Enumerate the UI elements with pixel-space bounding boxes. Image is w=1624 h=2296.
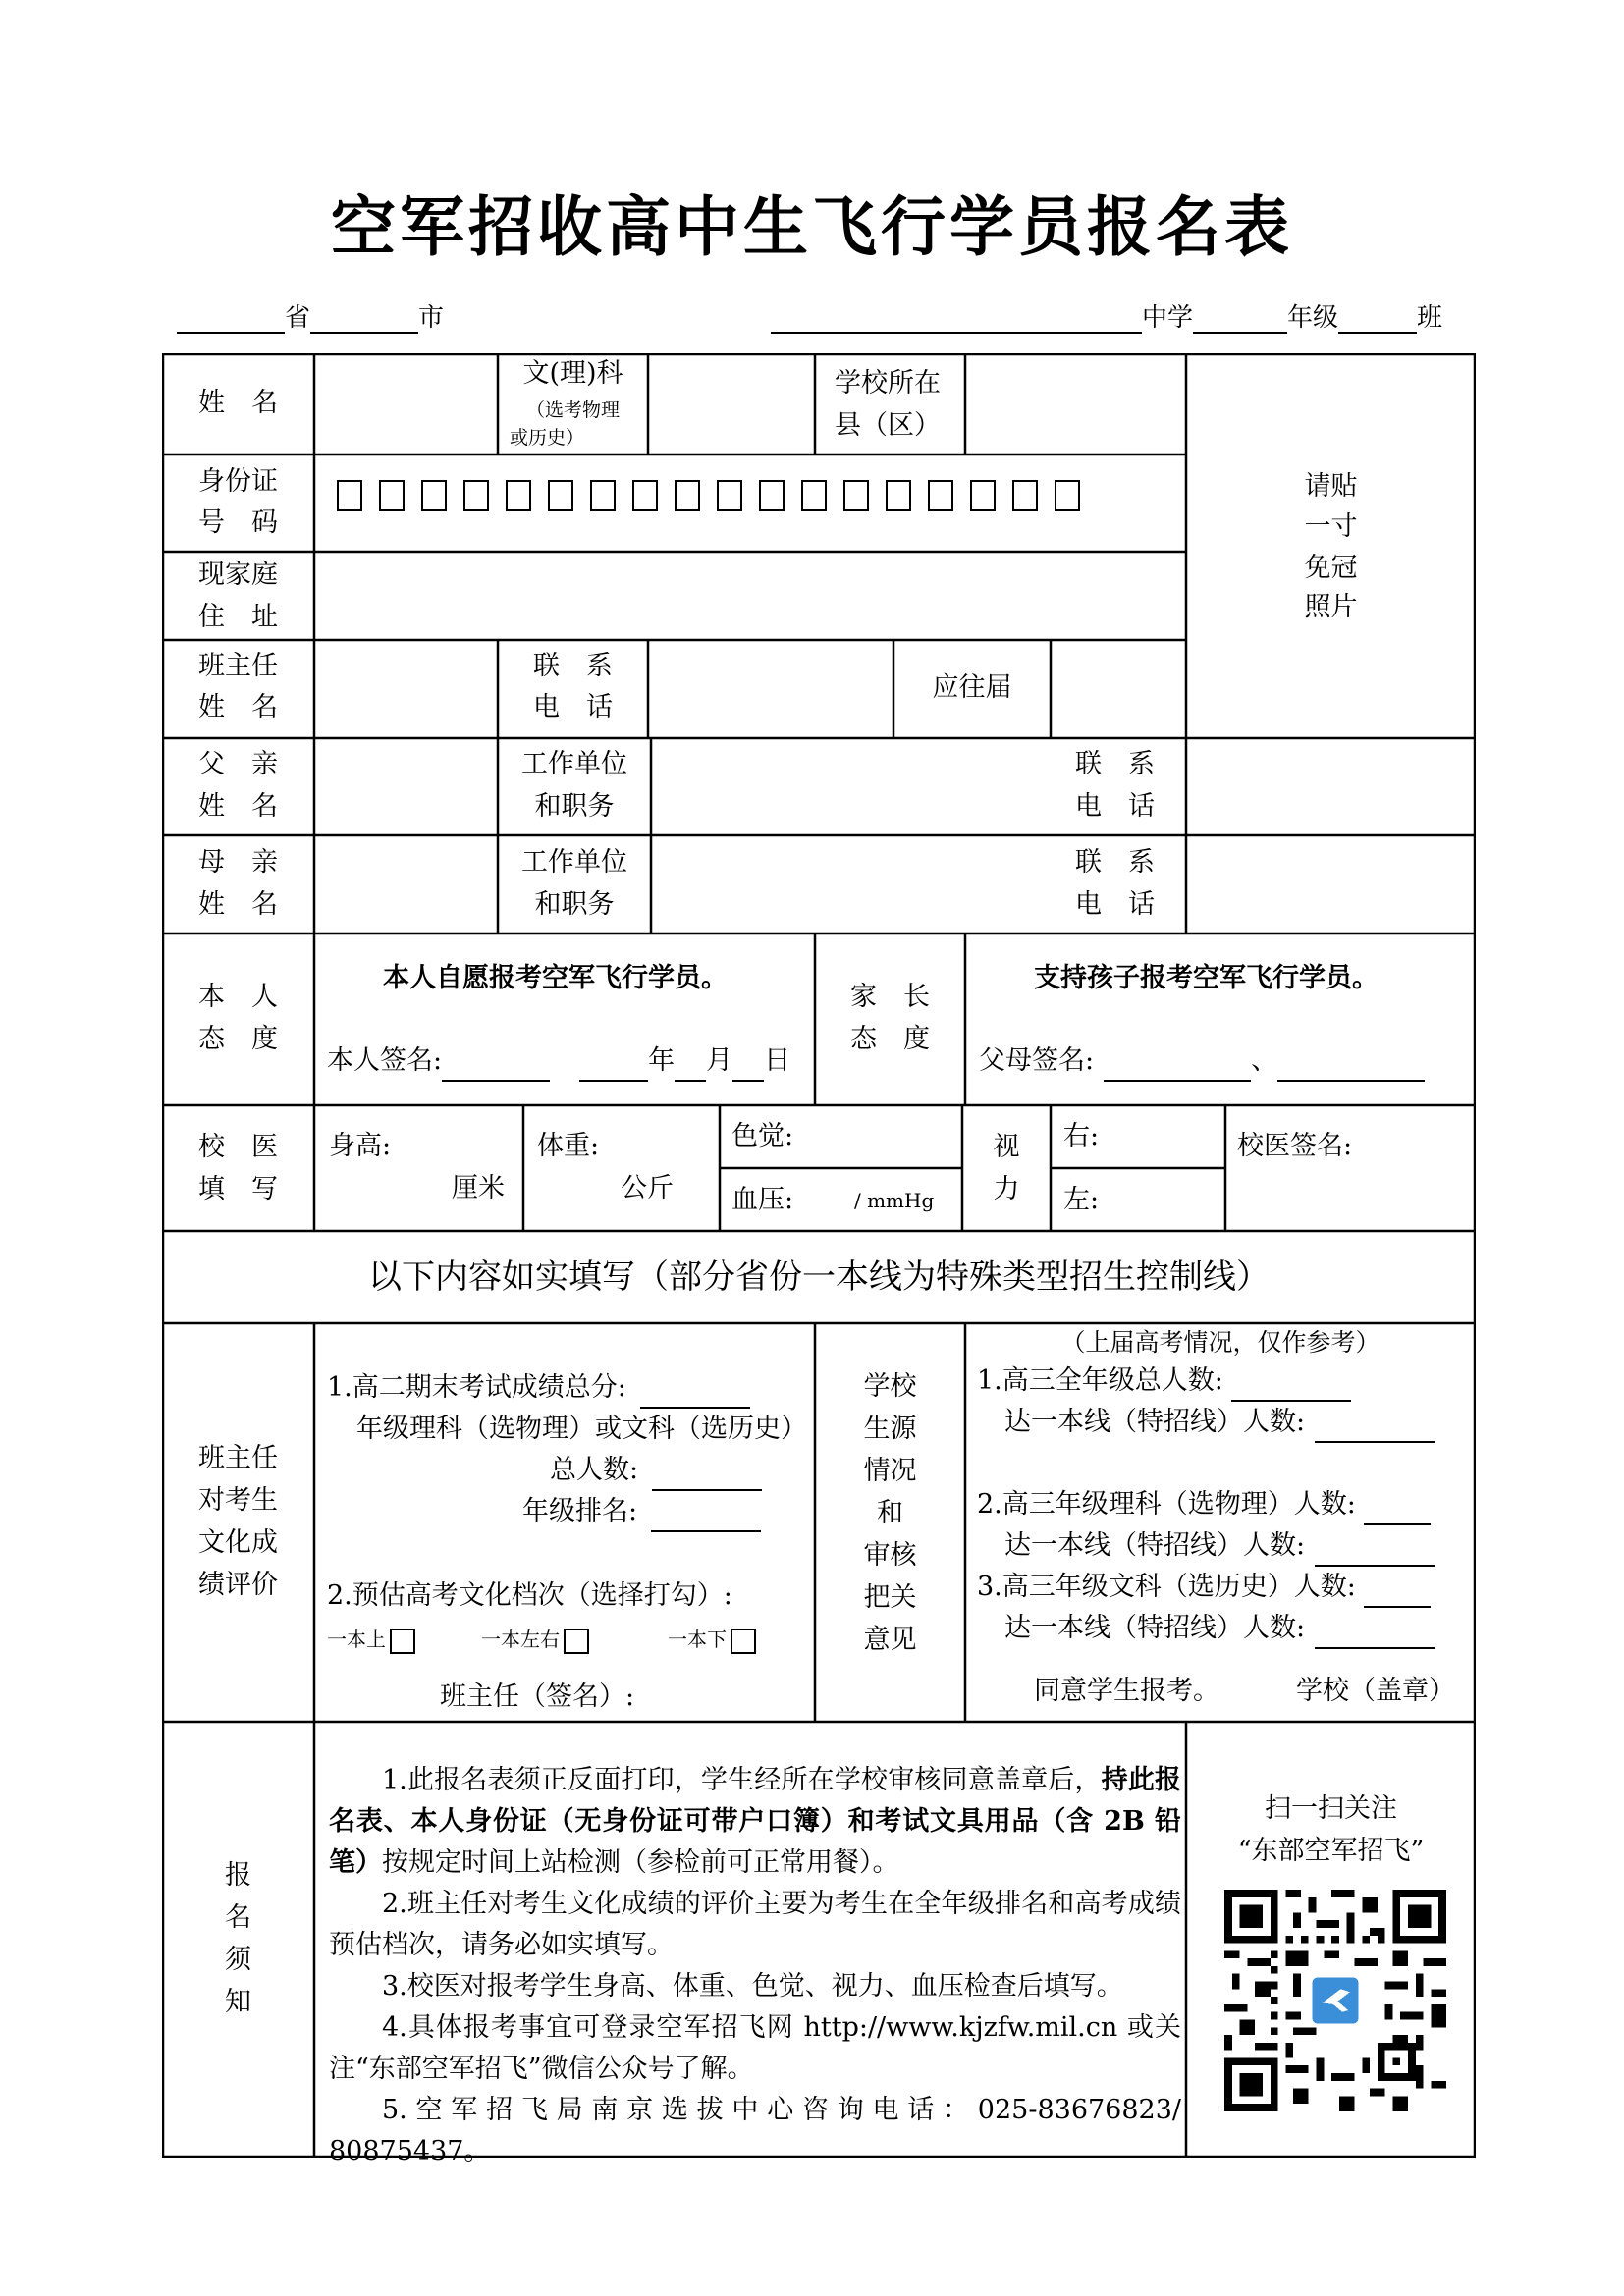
evaluation-label-4: 绩评价 — [198, 1570, 278, 1600]
registration-form-table — [162, 353, 1476, 2166]
senior-total-label: 1.高三全年级总人数: — [977, 1365, 1223, 1396]
notice-text — [329, 1760, 1181, 2172]
city-blank[interactable] — [310, 308, 418, 334]
vision-label-2: 力 — [993, 1174, 1020, 1204]
arts-line-row — [1004, 1608, 1435, 1649]
photo-placeholder[interactable] — [1186, 353, 1476, 738]
school-label-4: 和 — [877, 1498, 903, 1528]
school-label-7: 意见 — [863, 1625, 917, 1655]
father-name-field[interactable] — [317, 741, 496, 833]
total-count-blank[interactable] — [652, 1464, 762, 1491]
notice-item-3: 3.校医对报考学生身高、体重、色觉、视力、血压检查后填写。 — [382, 1971, 1123, 2002]
notice-label-2: 名 — [225, 1902, 251, 1933]
parent-statement: 支持孩子报考空军飞行学员。 — [1034, 963, 1379, 993]
qr-code-icon[interactable] — [1224, 1890, 1446, 2111]
science-total-row — [977, 1484, 1431, 1525]
notice-item-1-bold: 持此报名表、本人身份证（无身份证可带户口簿）和考试文具用品（含 2B 铅笔） — [329, 1765, 1182, 1878]
province-blank[interactable] — [177, 308, 285, 334]
notice-item-4: 4.具体报考事宜可登录空军招飞网 http://www.kjzfw.mil.cn 或关注“东部空军招飞”微信公众号了解。 — [329, 2012, 1181, 2084]
photo-text-2: 一寸 — [1304, 511, 1358, 542]
father-phone-label-2: 电 话 — [1075, 791, 1155, 822]
father-phone-label-1: 联 系 — [1075, 749, 1155, 779]
score-total-blank[interactable] — [640, 1381, 750, 1409]
grade-rank-row — [522, 1491, 761, 1532]
option-1-checkbox[interactable] — [390, 1629, 415, 1654]
graduate-status-field[interactable] — [1054, 643, 1183, 735]
year-blank[interactable] — [579, 1054, 648, 1082]
arts-total-blank[interactable] — [1364, 1580, 1431, 1608]
arts-total-label: 3.高三年级文科（选历史）人数: — [977, 1572, 1356, 1602]
self-sign-label: 本人签名: — [327, 1045, 443, 1076]
arts-line-label: 达一本线（特招线）人数: — [1004, 1613, 1306, 1643]
school-label-3: 情况 — [863, 1456, 917, 1486]
id-digit-box[interactable] — [843, 480, 869, 511]
id-digit-box[interactable] — [675, 480, 700, 511]
school-blank[interactable] — [771, 308, 1142, 334]
blood-pressure-unit: / mmHg — [854, 1189, 935, 1212]
color-vision-label: 色觉: — [731, 1121, 794, 1151]
day-blank[interactable] — [732, 1054, 764, 1082]
estimate-option-2 — [481, 1619, 589, 1660]
mother-work-label-1: 工作单位 — [521, 847, 627, 878]
arts-line-blank[interactable] — [1315, 1622, 1435, 1649]
teacher-name-field[interactable] — [317, 643, 496, 735]
name-field[interactable] — [317, 357, 496, 452]
senior-line-label: 达一本线（特招线）人数: — [1004, 1407, 1306, 1437]
grade-rank-blank[interactable] — [651, 1505, 761, 1532]
father-work-field[interactable] — [654, 741, 1047, 833]
teacher-sign-label: 班主任（签名）: — [440, 1682, 635, 1712]
option-1-label: 一本上 — [327, 1628, 386, 1651]
location-header — [177, 297, 444, 334]
estimate-option-3 — [668, 1619, 756, 1660]
subject-note-2: 或历史） — [510, 427, 585, 449]
id-digit-box[interactable] — [928, 480, 953, 511]
grade-label: 年级 — [1287, 303, 1339, 333]
mother-work-label-2: 和职务 — [534, 889, 615, 920]
parent-attitude-label-2: 态 度 — [850, 1024, 930, 1054]
teacher-label-2: 姓 名 — [198, 692, 278, 722]
parent-signature-row — [979, 1041, 1425, 1082]
mother-label-1: 母 亲 — [198, 847, 278, 878]
qr-caption-2: “东部空军招飞” — [1237, 1836, 1425, 1866]
total-count-row — [550, 1450, 762, 1491]
doctor-sign-label: 校医签名: — [1237, 1131, 1353, 1161]
class-blank[interactable] — [1338, 308, 1417, 334]
city-label: 市 — [418, 303, 445, 333]
total-count-label: 总人数: — [550, 1455, 639, 1485]
score-category-label: 年级理科（选物理）或文科（选历史） — [356, 1414, 807, 1444]
year-label: 年 — [648, 1045, 676, 1076]
class-label: 班 — [1417, 303, 1443, 333]
science-line-label: 达一本线（特招线）人数: — [1004, 1530, 1306, 1561]
vision-left-label: 左: — [1063, 1185, 1100, 1215]
school-stamp-label: 学校（盖章） — [1296, 1676, 1455, 1706]
weight-unit: 公斤 — [621, 1173, 674, 1203]
teacher-label-1: 班主任 — [198, 651, 278, 681]
school-label-5: 审核 — [863, 1540, 917, 1571]
province-label: 省 — [285, 303, 311, 333]
id-digit-box[interactable] — [548, 480, 573, 511]
id-digit-box[interactable] — [337, 480, 362, 511]
senior-line-blank[interactable] — [1315, 1415, 1435, 1443]
id-number-boxes[interactable] — [337, 480, 1097, 511]
evaluation-label-1: 班主任 — [198, 1443, 278, 1473]
photo-text-4: 照片 — [1304, 592, 1358, 622]
score-total-row — [327, 1367, 750, 1409]
reference-note: （上届高考情况，仅作参考） — [1060, 1328, 1380, 1357]
teacher-phone-label-2: 电 话 — [533, 692, 613, 722]
subject-field[interactable] — [651, 357, 812, 452]
blood-pressure-label: 血压: — [731, 1185, 794, 1215]
county-field[interactable] — [968, 357, 1183, 452]
mother-work-field[interactable] — [654, 838, 1047, 931]
teacher-phone-field[interactable] — [651, 643, 892, 735]
id-digit-box[interactable] — [463, 480, 489, 511]
id-digit-box[interactable] — [801, 480, 827, 511]
county-label-1: 学校所在 — [835, 368, 941, 399]
id-label-2: 号 码 — [198, 507, 278, 538]
id-digit-box[interactable] — [590, 480, 616, 511]
option-2-label: 一本左右 — [481, 1628, 560, 1651]
science-line-blank[interactable] — [1315, 1539, 1435, 1567]
agree-text: 同意学生报考。 — [1034, 1676, 1219, 1706]
school-label-2: 生源 — [863, 1414, 917, 1444]
address-label-2: 住 址 — [198, 602, 278, 632]
vision-label-1: 视 — [993, 1132, 1020, 1162]
science-line-row — [1004, 1525, 1435, 1567]
day-label: 日 — [764, 1045, 791, 1076]
self-signature-row — [327, 1041, 790, 1082]
mother-phone-label-1: 联 系 — [1075, 847, 1155, 878]
doctor-label-1: 校 医 — [198, 1132, 278, 1162]
graduate-status-label: 应往届 — [932, 672, 1012, 703]
notice-label-1: 报 — [225, 1860, 251, 1891]
address-label-1: 现家庭 — [198, 560, 278, 590]
county-label-2: 县（区） — [835, 410, 941, 441]
notice-item-1-c: 按规定时间上站检测（参检前可正常用餐）。 — [382, 1847, 899, 1878]
notice-item-2: 2.班主任对考生文化成绩的评价主要为考生在全年级排名和高考成绩预估档次，请务必如实填写。 — [329, 1889, 1181, 1960]
score-total-label: 1.高二期末考试成绩总分: — [327, 1372, 626, 1403]
notice-item-1-a: 1.此报名表须正反面打印，学生经所在学校审核同意盖章后， — [382, 1765, 1102, 1795]
evaluation-label-2: 对考生 — [198, 1485, 278, 1516]
science-total-label: 2.高三年级理科（选物理）人数: — [977, 1489, 1356, 1520]
id-label-1: 身份证 — [198, 466, 278, 497]
id-digit-box[interactable] — [886, 480, 911, 511]
photo-text-1: 请贴 — [1304, 471, 1358, 502]
doctor-label-2: 填 写 — [198, 1174, 278, 1204]
name-label: 姓 名 — [198, 388, 278, 418]
notice-item-1 — [329, 1760, 1181, 1884]
father-label-1: 父 亲 — [198, 749, 278, 779]
option-3-checkbox[interactable] — [731, 1629, 756, 1654]
id-digit-box[interactable] — [421, 480, 447, 511]
school-label-6: 把关 — [863, 1582, 917, 1613]
arts-total-row — [977, 1567, 1431, 1608]
estimate-option-1 — [327, 1619, 415, 1660]
form-title: 空军招收高中生飞行学员报名表 — [331, 189, 1293, 265]
id-digit-box[interactable] — [717, 480, 742, 511]
senior-line-row — [1004, 1402, 1435, 1443]
mother-phone-label-2: 电 话 — [1075, 889, 1155, 920]
grade-blank[interactable] — [1193, 308, 1287, 334]
mother-phone-field[interactable] — [1189, 838, 1474, 931]
grade-rank-label: 年级排名: — [522, 1496, 638, 1526]
mother-name-field[interactable] — [317, 838, 496, 931]
parent-attitude-label-1: 家 长 — [850, 982, 930, 1012]
self-attitude-label-2: 态 度 — [198, 1024, 278, 1054]
subject-label: 文(理)科 — [522, 358, 623, 389]
address-field[interactable] — [317, 555, 1183, 637]
weight-label: 体重: — [537, 1131, 600, 1161]
estimate-level-label: 2.预估高考文化档次（选择打勾）: — [327, 1580, 732, 1611]
school-header — [771, 297, 1442, 334]
parent-sign-blank-2[interactable] — [1277, 1054, 1425, 1082]
senior-total-blank[interactable] — [1231, 1374, 1351, 1402]
id-digit-box[interactable] — [1055, 480, 1080, 511]
notice-label-4: 知 — [225, 1987, 251, 2017]
id-digit-box[interactable] — [632, 480, 658, 511]
vision-right-label: 右: — [1063, 1121, 1100, 1151]
school-label: 中学 — [1142, 303, 1194, 333]
parent-sign-blank-1[interactable] — [1104, 1054, 1251, 1082]
photo-text-3: 免冠 — [1304, 553, 1358, 583]
father-work-label-1: 工作单位 — [521, 749, 627, 779]
father-work-label-2: 和职务 — [534, 791, 615, 822]
mother-label-2: 姓 名 — [198, 889, 278, 920]
father-label-2: 姓 名 — [198, 791, 278, 822]
evaluation-label-3: 文化成 — [198, 1527, 278, 1558]
option-2-checkbox[interactable] — [564, 1629, 589, 1654]
height-label: 身高: — [329, 1131, 392, 1161]
id-digit-box[interactable] — [1012, 480, 1038, 511]
option-3-label: 一本下 — [668, 1628, 727, 1651]
qr-caption-1: 扫一扫关注 — [1265, 1793, 1397, 1824]
id-digit-box[interactable] — [506, 480, 531, 511]
senior-total-row — [977, 1361, 1351, 1402]
subject-note-1: （选考物理 — [525, 400, 620, 421]
parent-sign-label: 父母签名: — [979, 1045, 1095, 1076]
parent-sign-separator: 、 — [1251, 1045, 1278, 1076]
science-total-blank[interactable] — [1364, 1498, 1431, 1525]
self-attitude-label-1: 本 人 — [198, 982, 278, 1012]
id-digit-box[interactable] — [379, 480, 405, 511]
month-blank[interactable] — [675, 1054, 706, 1082]
school-label-1: 学校 — [863, 1371, 917, 1402]
teacher-phone-label-1: 联 系 — [533, 651, 613, 681]
section-title: 以下内容如实填写（部分省份一本线为特殊类型招生控制线） — [368, 1257, 1270, 1297]
self-sign-blank[interactable] — [442, 1054, 550, 1082]
height-unit: 厘米 — [452, 1173, 505, 1203]
id-digit-box[interactable] — [759, 480, 785, 511]
id-digit-box[interactable] — [970, 480, 996, 511]
notice-label-3: 须 — [225, 1945, 251, 1975]
father-phone-field[interactable] — [1189, 741, 1474, 833]
self-statement: 本人自愿报考空军飞行学员。 — [383, 963, 728, 993]
month-label: 月 — [706, 1045, 733, 1076]
notice-item-5: 5.空军招飞局南京选拔中心咨询电话：025-83676823/ 80875437。 — [329, 2095, 1181, 2166]
